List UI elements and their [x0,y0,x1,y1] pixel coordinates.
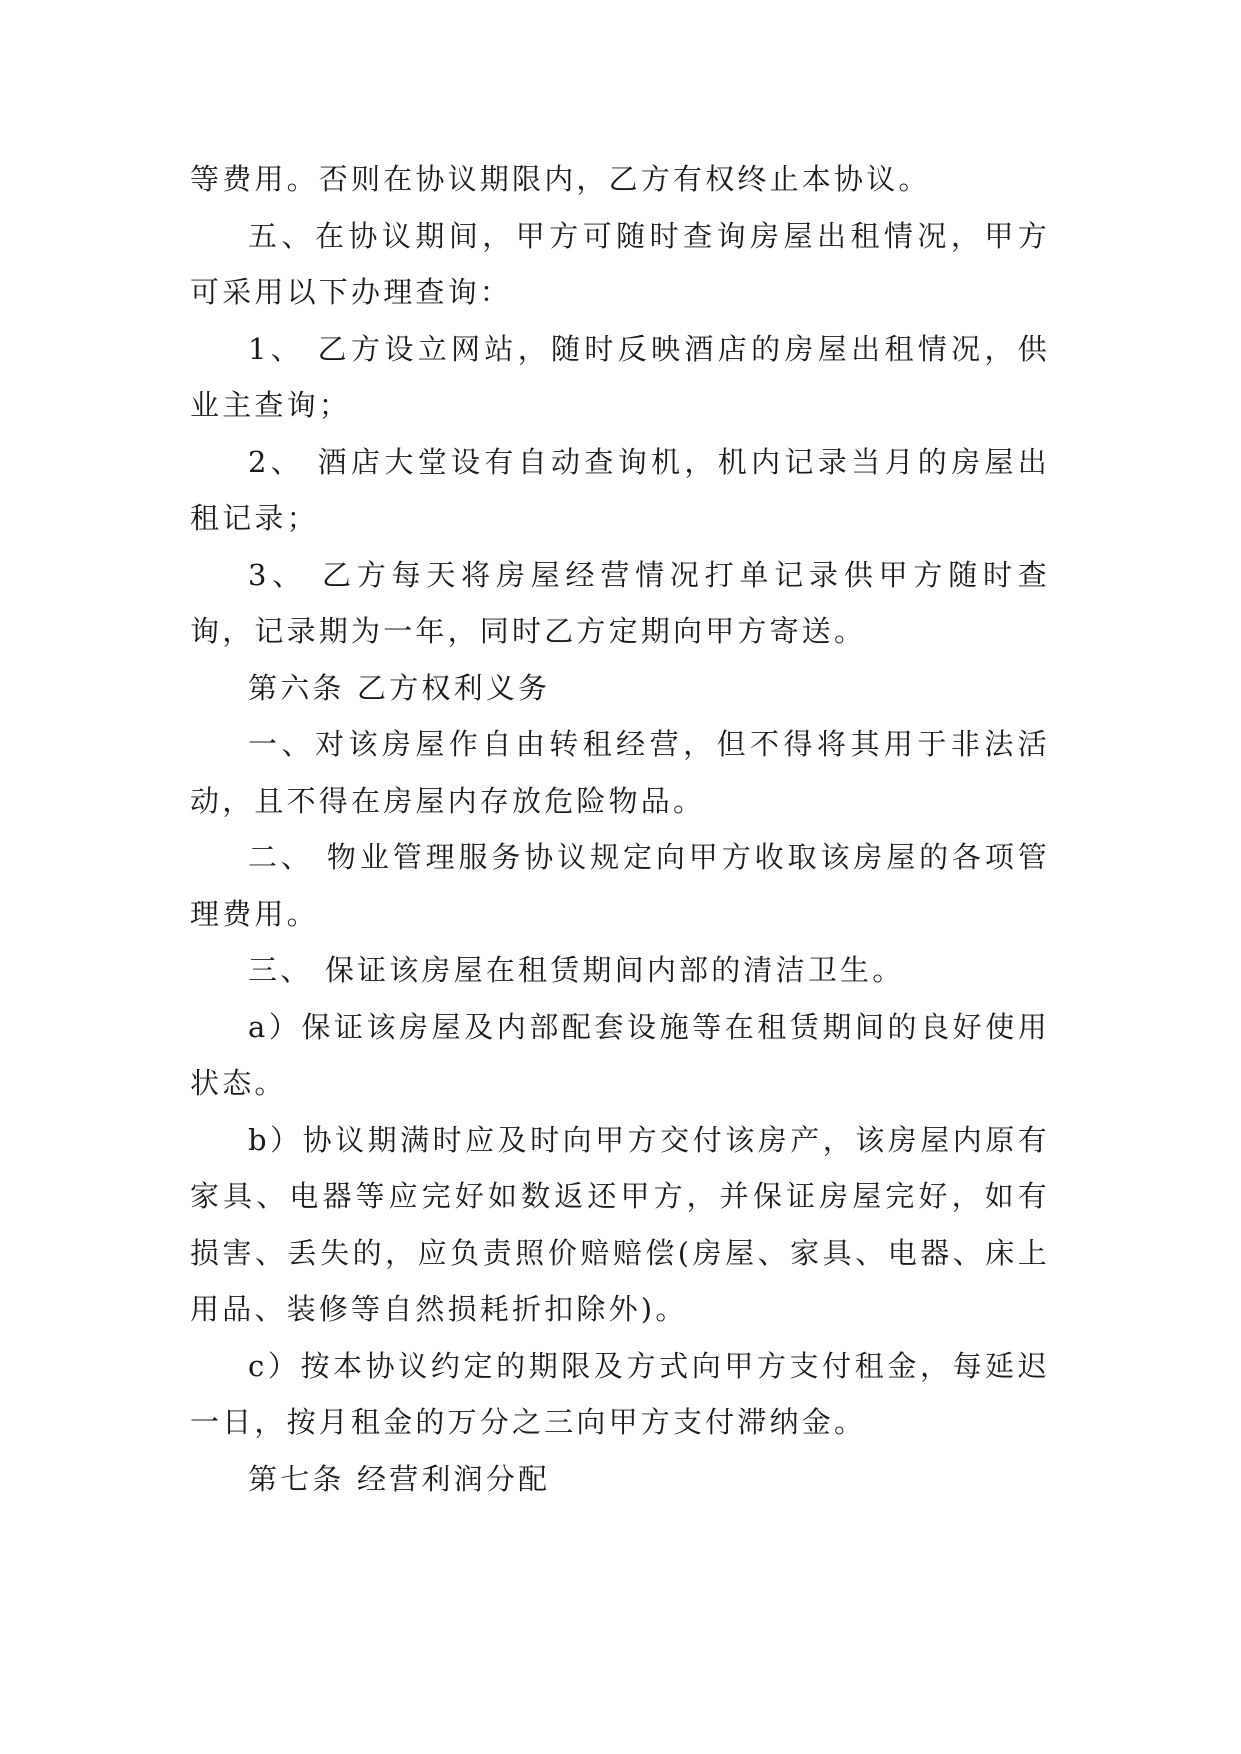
paragraph-fees-termination: 等费用。否则在协议期限内，乙方有权终止本协议。 [190,162,931,196]
paragraph-query-machine: 2、 酒店大堂设有自动查询机，机内记录当月的房屋出租记录； [190,444,1050,535]
paragraph-query-daily-record: 3、 乙方每天将房屋经营情况打单记录供甲方随时查询，记录期为一年，同时乙方定期向甲方寄送。 [190,557,1050,648]
section-heading-article-seven: 第七条 经营利润分配 [248,1461,551,1496]
paragraph-sublease-rights: 一、对该房屋作自由转租经营，但不得将其用于非法活动，且不得在房屋内存放危险物品。 [190,727,1050,818]
paragraph-clause-five: 五、在协议期间，甲方可随时查询房屋出租情况，甲方可采用以下办理查询： [190,218,1050,309]
document-body [190,151,1050,1507]
paragraph-cleanliness: 三、 保证该房屋在租赁期间内部的清洁卫生。 [248,953,905,987]
paragraph-item-c: c）按本协议约定的期限及方式向甲方支付租金，每延迟一日，按月租金的万分之三向甲方支付滞纳金。 [190,1348,1050,1439]
paragraph-item-a: a）保证该房屋及内部配套设施等在租赁期间的良好使用状态。 [190,1009,1050,1100]
paragraph-query-website: 1、 乙方设立网站，随时反映酒店的房屋出租情况，供业主查询； [190,331,1050,422]
section-heading-article-six: 第六条 乙方权利义务 [248,670,551,705]
paragraph-management-fees: 二、 物业管理服务协议规定向甲方收取该房屋的各项管理费用。 [190,840,1050,931]
paragraph-item-b: b）协议期满时应及时向甲方交付该房产，该房屋内原有家具、电器等应完好如数返还甲方，并保证房屋完好，如有损害、丢失的，应负责照价赔赔偿(房屋、家具、电器、床上用品、装修等自然损耗折扣除外)。 [190,1122,1050,1326]
